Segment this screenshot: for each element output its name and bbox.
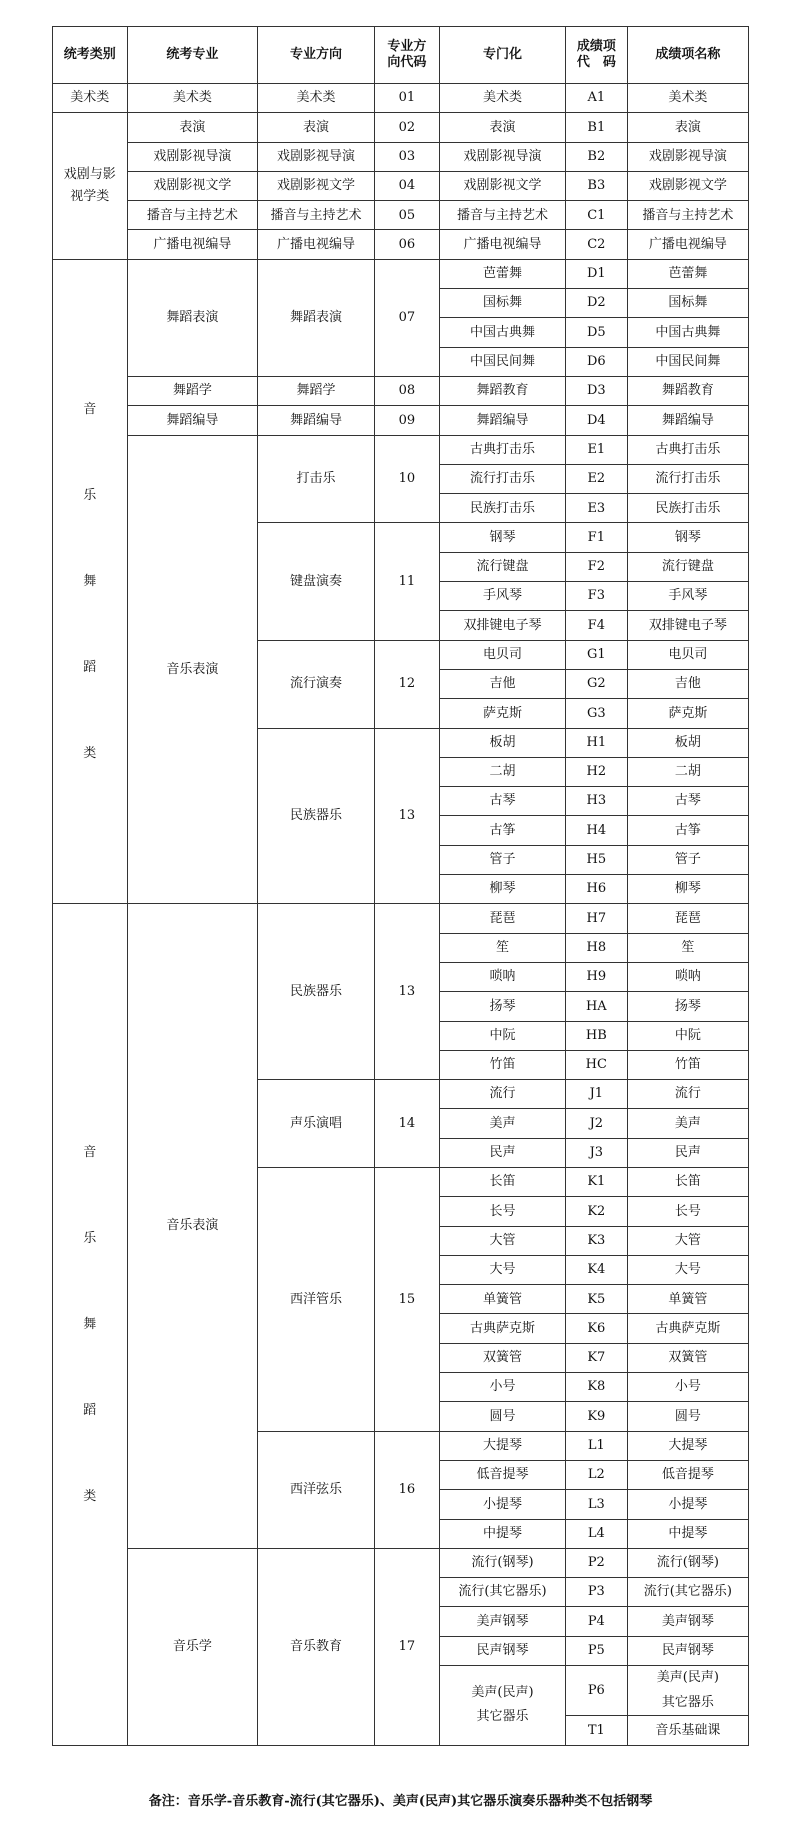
major-cell: 音乐学 [127,1548,258,1745]
score-name-cell: 民声 [627,1138,748,1167]
specialization-cell: 古典打击乐 [440,435,566,464]
specialization-cell: 笙 [440,933,566,962]
major-cell: 音乐表演 [127,904,258,1549]
header-category: 统考类别 [53,27,128,84]
direction-cell: 播音与主持艺术 [258,201,375,230]
score-code-cell: J1 [565,1080,627,1109]
score-code-cell: K3 [565,1226,627,1255]
score-name-cell: 唢呐 [627,962,748,991]
specialization-cell: 二胡 [440,757,566,786]
category-char: 类 [83,745,97,761]
specialization-cell: 双排键电子琴 [440,611,566,640]
score-code-cell: F1 [565,523,627,552]
score-name-cell: 音乐基础课 [627,1716,748,1745]
direction-cell: 音乐教育 [258,1548,375,1745]
score-code-cell: L3 [565,1490,627,1519]
score-code-cell: D5 [565,318,627,347]
score-name-cell: 圆号 [627,1402,748,1431]
direction-code-cell: 05 [374,201,439,230]
specialization-cell: 古典萨克斯 [440,1314,566,1343]
score-name-cell: 中阮 [627,1021,748,1050]
score-code-cell: F3 [565,582,627,611]
score-name-cell: 古琴 [627,787,748,816]
score-code-cell: T1 [565,1716,627,1745]
score-name-cell: 流行 [627,1080,748,1109]
score-name-cell: 流行(钢琴) [627,1548,748,1577]
direction-cell: 西洋弦乐 [258,1431,375,1548]
score-name-cell: 美声(民声) 其它器乐 [627,1666,748,1716]
direction-cell: 民族器乐 [258,904,375,1080]
direction-code-cell: 01 [374,84,439,113]
specialization-cell: 广播电视编导 [440,230,566,259]
score-code-cell: HC [565,1050,627,1079]
direction-cell: 舞蹈编导 [258,406,375,435]
direction-code-cell: 04 [374,171,439,200]
score-code-cell: K2 [565,1197,627,1226]
table-row [53,435,749,464]
specialization-cell: 小提琴 [440,1490,566,1519]
specialization-cell: 大管 [440,1226,566,1255]
score-code-cell: A1 [565,84,627,113]
direction-code-cell: 02 [374,113,439,142]
score-name-cell: 柳琴 [627,875,748,904]
direction-cell: 广播电视编导 [258,230,375,259]
major-cell: 表演 [127,113,258,142]
score-code-cell: J2 [565,1109,627,1138]
header-major: 统考专业 [127,27,258,84]
specialization-cell: 竹笛 [440,1050,566,1079]
score-name-cell: 萨克斯 [627,699,748,728]
score-code-cell: H3 [565,787,627,816]
score-name-cell: 笙 [627,933,748,962]
score-name-cell: 单簧管 [627,1285,748,1314]
score-code-cell: HB [565,1021,627,1050]
direction-code-cell: 15 [374,1167,439,1431]
direction-code-cell: 14 [374,1080,439,1168]
direction-code-cell: 13 [374,904,439,1080]
score-code-cell: D6 [565,347,627,376]
major-cell: 音乐表演 [127,435,258,904]
specialization-cell: 民声 [440,1138,566,1167]
score-name-cell: 低音提琴 [627,1460,748,1489]
specialization-cell: 国标舞 [440,289,566,318]
major-cell: 戏剧影视文学 [127,171,258,200]
table-row [53,171,749,200]
major-cell: 美术类 [127,84,258,113]
score-code-cell: P5 [565,1636,627,1665]
direction-cell: 戏剧影视导演 [258,142,375,171]
specialization-cell: 古筝 [440,816,566,845]
category-char: 蹈 [83,659,97,675]
direction-cell: 美术类 [258,84,375,113]
score-code-cell: D2 [565,289,627,318]
score-name-cell: 板胡 [627,728,748,757]
specialization-cell: 舞蹈编导 [440,406,566,435]
score-name-cell: 电贝司 [627,640,748,669]
specialization-cell: 美术类 [440,84,566,113]
specialization-cell: 大号 [440,1255,566,1284]
direction-cell: 戏剧影视文学 [258,171,375,200]
table-row [53,259,749,288]
score-code-cell: H4 [565,816,627,845]
score-code-cell: B2 [565,142,627,171]
score-code-cell: E1 [565,435,627,464]
score-code-cell: C2 [565,230,627,259]
category-char: 舞 [83,573,97,589]
score-name-cell: 民族打击乐 [627,494,748,523]
score-code-cell: H2 [565,757,627,786]
direction-code-cell: 06 [374,230,439,259]
table-row [53,113,749,142]
specialization-cell: 舞蹈教育 [440,376,566,405]
score-item-table [52,26,749,1746]
score-code-cell: E2 [565,464,627,493]
direction-code-cell: 13 [374,728,439,904]
specialization-cell: 扬琴 [440,992,566,1021]
score-code-cell: H5 [565,845,627,874]
score-code-cell: K1 [565,1167,627,1196]
score-code-cell: L4 [565,1519,627,1548]
direction-cell: 流行演奏 [258,640,375,728]
score-code-cell: L1 [565,1431,627,1460]
score-name-cell: 中国古典舞 [627,318,748,347]
score-code-cell: K5 [565,1285,627,1314]
score-name-cell: 美声钢琴 [627,1607,748,1636]
table-row [53,230,749,259]
table-row [53,406,749,435]
score-code-cell: K7 [565,1343,627,1372]
specialization-cell: 中提琴 [440,1519,566,1548]
score-name-cell: 双排键电子琴 [627,611,748,640]
score-code-cell: P4 [565,1607,627,1636]
category-char: 乐 [83,487,97,503]
score-name-cell: 扬琴 [627,992,748,1021]
major-cell: 舞蹈学 [127,376,258,405]
score-code-cell: K6 [565,1314,627,1343]
score-name-cell: 美声 [627,1109,748,1138]
category-char: 舞 [83,1316,97,1332]
specialization-cell: 戏剧影视文学 [440,171,566,200]
score-name-cell: 二胡 [627,757,748,786]
table-row [53,376,749,405]
score-code-cell: D4 [565,406,627,435]
direction-code-cell: 08 [374,376,439,405]
footnote: 备注：音乐学-音乐教育-流行(其它器乐)、美声(民声)其它器乐演奏乐器种类不包括钢琴 [148,1794,653,1809]
direction-code-cell: 07 [374,259,439,376]
specialization-cell: 手风琴 [440,582,566,611]
score-name-cell: 表演 [627,113,748,142]
score-name-cell: 戏剧影视导演 [627,142,748,171]
specialization-cell: 流行键盘 [440,552,566,581]
specialization-cell: 低音提琴 [440,1460,566,1489]
specialization-cell: 播音与主持艺术 [440,201,566,230]
specialization-cell: 流行打击乐 [440,464,566,493]
specialization-cell: 大提琴 [440,1431,566,1460]
direction-code-cell: 11 [374,523,439,640]
score-code-cell: D3 [565,376,627,405]
direction-code-cell: 10 [374,435,439,523]
header-row [53,27,749,84]
specialization-cell: 民族打击乐 [440,494,566,523]
score-name-cell: 播音与主持艺术 [627,201,748,230]
score-name-cell: 流行键盘 [627,552,748,581]
score-name-cell: 舞蹈编导 [627,406,748,435]
category-char: 类 [83,1488,97,1504]
major-cell: 舞蹈编导 [127,406,258,435]
score-name-cell: 长笛 [627,1167,748,1196]
score-code-cell: G1 [565,640,627,669]
specialization-cell: 芭蕾舞 [440,259,566,288]
specialization-cell: 双簧管 [440,1343,566,1372]
score-code-cell: P3 [565,1578,627,1607]
score-name-cell: 大号 [627,1255,748,1284]
score-code-cell: F4 [565,611,627,640]
score-code-cell: H8 [565,933,627,962]
score-name-cell: 戏剧影视文学 [627,171,748,200]
major-cell: 广播电视编导 [127,230,258,259]
specialization-cell: 圆号 [440,1402,566,1431]
major-cell: 播音与主持艺术 [127,201,258,230]
specialization-cell: 板胡 [440,728,566,757]
table-row [53,142,749,171]
score-name-cell: 民声钢琴 [627,1636,748,1665]
direction-cell: 民族器乐 [258,728,375,904]
score-name-cell: 小提琴 [627,1490,748,1519]
direction-cell: 舞蹈学 [258,376,375,405]
direction-code-cell: 17 [374,1548,439,1745]
specialization-cell: 民声钢琴 [440,1636,566,1665]
score-name-cell: 芭蕾舞 [627,259,748,288]
score-name-cell: 吉他 [627,669,748,698]
direction-cell: 表演 [258,113,375,142]
score-name-cell: 古典萨克斯 [627,1314,748,1343]
specialization-cell: 中国古典舞 [440,318,566,347]
specialization-cell: 电贝司 [440,640,566,669]
score-name-cell: 竹笛 [627,1050,748,1079]
score-name-cell: 大管 [627,1226,748,1255]
table-row [53,201,749,230]
category-char: 音 [83,401,97,417]
specialization-cell: 流行 [440,1080,566,1109]
direction-code-cell: 09 [374,406,439,435]
score-table-wrapper [52,26,749,1746]
specialization-cell: 美声 [440,1109,566,1138]
score-code-cell: P6 [565,1666,627,1716]
score-name-cell: 流行打击乐 [627,464,748,493]
score-code-cell: K9 [565,1402,627,1431]
direction-cell: 舞蹈表演 [258,259,375,376]
score-name-cell: 广播电视编导 [627,230,748,259]
score-name-cell: 古筝 [627,816,748,845]
specialization-cell: 美声(民声) 其它器乐 [440,1666,566,1746]
score-code-cell: B3 [565,171,627,200]
specialization-cell: 长号 [440,1197,566,1226]
category-cell [53,259,128,904]
category-char: 蹈 [83,1402,97,1418]
major-cell: 舞蹈表演 [127,259,258,376]
specialization-cell: 戏剧影视导演 [440,142,566,171]
score-code-cell: G3 [565,699,627,728]
score-name-cell: 国标舞 [627,289,748,318]
score-name-cell: 钢琴 [627,523,748,552]
score-code-cell: P2 [565,1548,627,1577]
score-name-cell: 古典打击乐 [627,435,748,464]
table-body [53,84,749,1746]
score-name-cell: 双簧管 [627,1343,748,1372]
header-score-code: 成绩项 代 码 [565,27,627,84]
direction-cell: 声乐演唱 [258,1080,375,1168]
specialization-cell: 流行(钢琴) [440,1548,566,1577]
score-name-cell: 舞蹈教育 [627,376,748,405]
direction-cell: 西洋管乐 [258,1167,375,1431]
score-code-cell: B1 [565,113,627,142]
category-cell [53,904,128,1745]
score-name-cell: 中国民间舞 [627,347,748,376]
specialization-cell: 中国民间舞 [440,347,566,376]
specialization-cell: 中阮 [440,1021,566,1050]
specialization-cell: 钢琴 [440,523,566,552]
score-code-cell: H1 [565,728,627,757]
direction-cell: 打击乐 [258,435,375,523]
score-code-cell: H6 [565,875,627,904]
direction-code-cell: 16 [374,1431,439,1548]
header-score-name: 成绩项名称 [627,27,748,84]
specialization-cell: 美声钢琴 [440,1607,566,1636]
score-name-cell: 手风琴 [627,582,748,611]
score-code-cell: HA [565,992,627,1021]
score-code-cell: G2 [565,669,627,698]
score-code-cell: L2 [565,1460,627,1489]
specialization-cell: 管子 [440,845,566,874]
score-name-cell: 美术类 [627,84,748,113]
specialization-cell: 表演 [440,113,566,142]
specialization-cell: 小号 [440,1373,566,1402]
table-row [53,84,749,113]
category-cell: 美术类 [53,84,128,113]
table-row [53,904,749,933]
direction-cell: 键盘演奏 [258,523,375,640]
category-char: 音 [83,1144,97,1160]
header-direction-code: 专业方 向代码 [374,27,439,84]
specialization-cell: 长笛 [440,1167,566,1196]
score-code-cell: K4 [565,1255,627,1284]
table-row [53,1548,749,1577]
category-char: 乐 [83,1230,97,1246]
score-code-cell: J3 [565,1138,627,1167]
score-code-cell: F2 [565,552,627,581]
header-specialization: 专门化 [440,27,566,84]
score-name-cell: 琵琶 [627,904,748,933]
score-name-cell: 大提琴 [627,1431,748,1460]
header-direction: 专业方向 [258,27,375,84]
category-cell: 戏剧与影视学类 [53,113,128,259]
score-code-cell: H7 [565,904,627,933]
score-name-cell: 中提琴 [627,1519,748,1548]
specialization-cell: 琵琶 [440,904,566,933]
specialization-cell: 唢呐 [440,962,566,991]
specialization-cell: 吉他 [440,669,566,698]
specialization-cell: 单簧管 [440,1285,566,1314]
score-name-cell: 长号 [627,1197,748,1226]
specialization-cell: 萨克斯 [440,699,566,728]
score-code-cell: E3 [565,494,627,523]
specialization-cell: 流行(其它器乐) [440,1578,566,1607]
direction-code-cell: 03 [374,142,439,171]
score-code-cell: K8 [565,1373,627,1402]
direction-code-cell: 12 [374,640,439,728]
major-cell: 戏剧影视导演 [127,142,258,171]
specialization-cell: 古琴 [440,787,566,816]
specialization-cell: 柳琴 [440,875,566,904]
score-name-cell: 小号 [627,1373,748,1402]
score-code-cell: H9 [565,962,627,991]
score-code-cell: D1 [565,259,627,288]
score-name-cell: 管子 [627,845,748,874]
score-code-cell: C1 [565,201,627,230]
score-name-cell: 流行(其它器乐) [627,1578,748,1607]
